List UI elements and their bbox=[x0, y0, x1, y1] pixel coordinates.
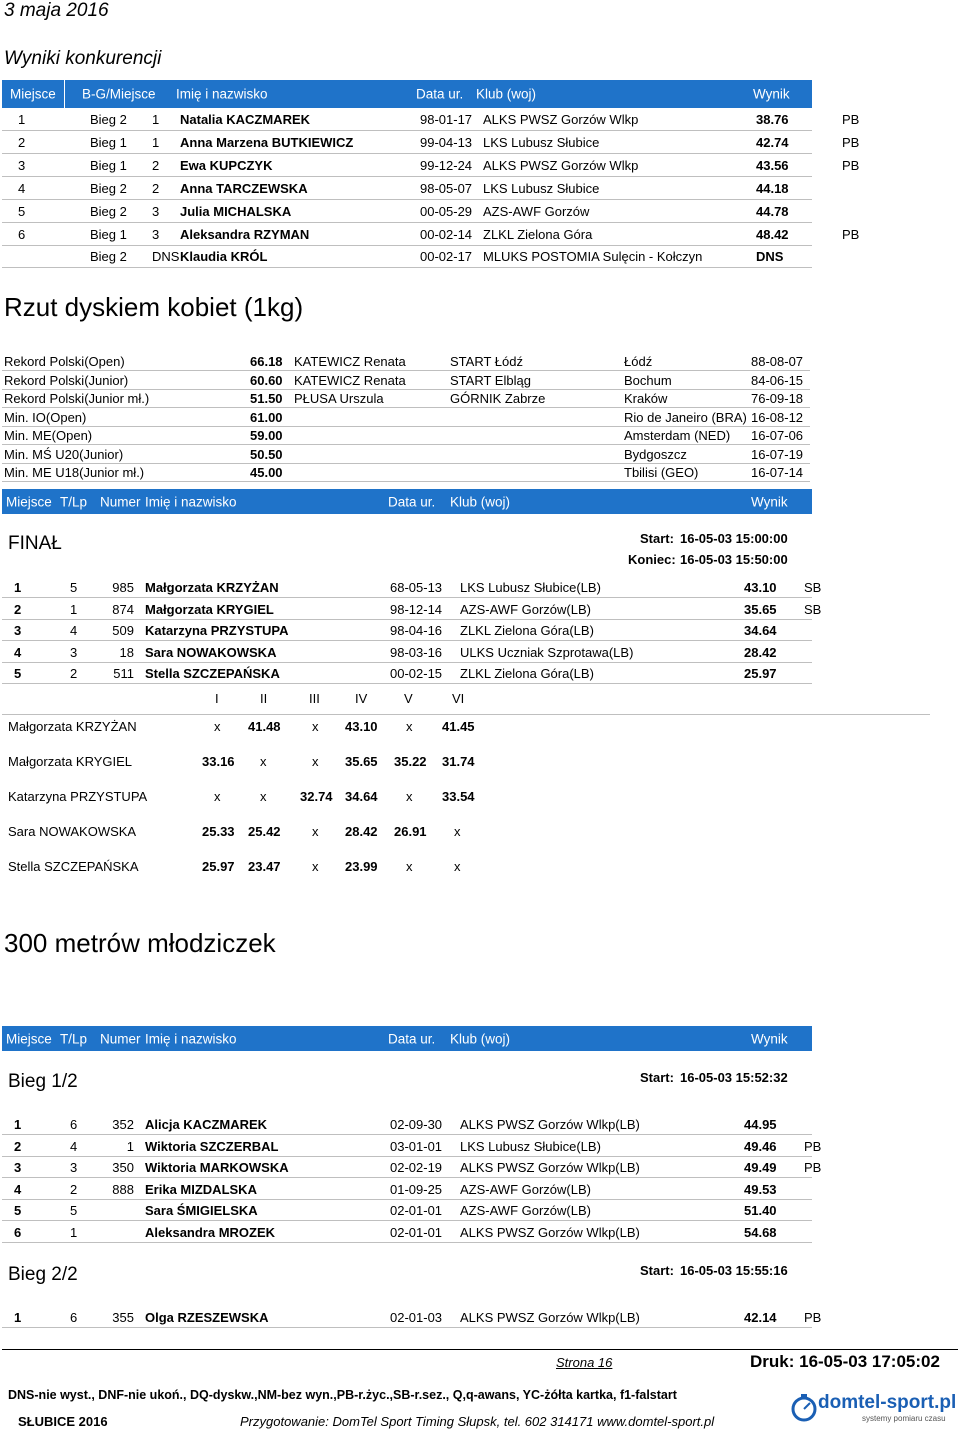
row-name: Aleksandra RZYMAN bbox=[180, 227, 310, 242]
row-club: AZS-AWF Gorzów(LB) bbox=[460, 1181, 591, 1197]
row-dob: 99-04-13 bbox=[420, 135, 473, 150]
heat2-label: Bieg 2/2 bbox=[8, 1264, 78, 1285]
row-club: ALKS PWSZ Gorzów Wlkp(LB) bbox=[460, 1310, 640, 1325]
record-row bbox=[2, 408, 810, 427]
print-timestamp: Druk: 16-05-03 17:05:02 bbox=[750, 1352, 940, 1371]
row-place: 4 bbox=[18, 181, 26, 196]
final-label: FINAŁ bbox=[8, 533, 62, 554]
table-row bbox=[2, 108, 812, 131]
attempt-value: 41.48 bbox=[248, 719, 281, 734]
row-name: Anna TARCZEWSKA bbox=[180, 181, 308, 196]
row-name: Anna Marzena BUTKIEWICZ bbox=[180, 135, 354, 150]
result-row bbox=[2, 1178, 812, 1200]
attempt-value: 41.45 bbox=[442, 719, 475, 734]
col-tlp-header: T/Lp bbox=[60, 494, 88, 509]
record-place: Rio de Janeiro (BRA) bbox=[624, 409, 747, 425]
footer-credit: Przygotowanie: DomTel Sport Timing Słupsk, tel. 602 314171 www.domtel-sport.pl bbox=[240, 1414, 715, 1429]
row-tlp: 2 bbox=[70, 666, 78, 681]
attempt-value: x bbox=[214, 719, 221, 734]
attempt-value: 23.99 bbox=[345, 859, 378, 874]
row-heat-place: DNS bbox=[152, 249, 180, 264]
result-row bbox=[2, 662, 812, 684]
record-label: Min. IO(Open) bbox=[4, 409, 87, 425]
row-name: Wiktoria MARKOWSKA bbox=[145, 1160, 289, 1176]
row-place: 2 bbox=[14, 1138, 22, 1154]
attempt-value: x bbox=[312, 719, 319, 734]
row-name: Natalia KACZMAREK bbox=[180, 112, 311, 127]
row-dob: 00-02-17 bbox=[420, 249, 473, 264]
page-date: 3 maja 2016 bbox=[4, 0, 109, 21]
row-club: ZLKL Zielona Góra(LB) bbox=[460, 623, 594, 638]
attempt-value: 25.42 bbox=[248, 824, 281, 839]
col-dob-header: Data ur. bbox=[416, 86, 464, 102]
record-club: START Łódź bbox=[450, 354, 523, 369]
run300-header-bar bbox=[2, 1026, 812, 1051]
attempt-value: 26.91 bbox=[394, 824, 427, 839]
row-result: 49.46 bbox=[744, 1138, 777, 1154]
record-value: 51.50 bbox=[250, 391, 283, 406]
row-place: 2 bbox=[18, 135, 26, 150]
row-number: 509 bbox=[112, 623, 134, 638]
row-dob: 02-02-19 bbox=[390, 1160, 443, 1176]
attempt-athlete: Katarzyna PRZYSTUPA bbox=[8, 789, 148, 804]
attempt-value: 31.74 bbox=[442, 754, 475, 769]
heat1-start-value: 16-05-03 15:52:32 bbox=[680, 1070, 788, 1085]
row-heat-place: 1 bbox=[152, 135, 160, 150]
row-dob: 00-02-14 bbox=[420, 227, 473, 242]
attempt-header: VI bbox=[452, 691, 465, 706]
heat2-start-value: 16-05-03 15:55:16 bbox=[680, 1263, 788, 1278]
row-number: 350 bbox=[112, 1160, 134, 1176]
attempt-header: I bbox=[215, 691, 219, 706]
row-dob: 68-05-13 bbox=[390, 580, 443, 595]
attempt-value: x bbox=[454, 859, 461, 874]
record-value: 60.60 bbox=[250, 372, 283, 388]
row-dob: 99-12-24 bbox=[420, 158, 473, 173]
col-club-header: Klub (woj) bbox=[450, 1031, 511, 1046]
record-label: Min. ME U18(Junior mł.) bbox=[4, 465, 145, 480]
row-dob: 02-01-01 bbox=[390, 1225, 443, 1240]
record-row bbox=[2, 371, 810, 390]
row-note: SB bbox=[804, 580, 822, 595]
attempt-value: x bbox=[260, 789, 267, 804]
attempt-value: x bbox=[260, 754, 267, 769]
record-place: Bochum bbox=[624, 372, 672, 388]
record-place: Tbilisi (GEO) bbox=[624, 465, 699, 480]
row-club: ALKS PWSZ Gorzów Wlkp(LB) bbox=[460, 1117, 640, 1132]
attempt-header: III bbox=[309, 691, 320, 706]
row-club: ALKS PWSZ Gorzów Wlkp bbox=[483, 112, 639, 127]
record-row bbox=[2, 426, 810, 445]
row-result: 28.42 bbox=[744, 644, 777, 660]
row-tlp: 5 bbox=[70, 580, 78, 595]
row-tlp: 1 bbox=[70, 1225, 78, 1240]
row-club: MLUKS POSTOMIA Sulęcin - Kołczyn bbox=[483, 249, 703, 264]
row-place: 3 bbox=[14, 1160, 22, 1176]
record-date: 84-06-15 bbox=[751, 372, 804, 388]
row-heat: Bieg 2 bbox=[90, 112, 127, 127]
col-place-header: Miejsce bbox=[6, 1031, 52, 1046]
logo-text: domtel-sport.pl bbox=[818, 1392, 957, 1413]
run300-title: 300 metrów młodziczek bbox=[4, 928, 276, 958]
attempt-value: 32.74 bbox=[300, 789, 333, 804]
record-place: Bydgoszcz bbox=[624, 446, 687, 462]
row-dob: 02-01-03 bbox=[390, 1310, 443, 1325]
row-tlp: 2 bbox=[70, 1181, 78, 1197]
row-result: 49.49 bbox=[744, 1160, 777, 1176]
result-row bbox=[2, 598, 812, 620]
row-note: PB bbox=[804, 1310, 822, 1325]
row-name: Sara NOWAKOWSKA bbox=[145, 644, 277, 660]
record-place: Amsterdam (NED) bbox=[624, 428, 731, 443]
row-result: 43.56 bbox=[756, 158, 789, 173]
row-club: AZS-AWF Gorzów(LB) bbox=[460, 601, 591, 617]
row-heat: Bieg 1 bbox=[90, 135, 127, 150]
row-name: Alicja KACZMAREK bbox=[145, 1117, 268, 1132]
record-label: Rekord Polski(Junior) bbox=[4, 372, 129, 388]
row-tlp: 1 bbox=[70, 601, 78, 617]
col-heat-header: B-G/Miejsce bbox=[82, 86, 156, 102]
row-tlp: 6 bbox=[70, 1310, 78, 1325]
col-number-header: Numer bbox=[100, 1031, 141, 1046]
row-club: LKS Lubusz Słubice(LB) bbox=[460, 1138, 601, 1154]
row-heat: Bieg 1 bbox=[90, 158, 127, 173]
row-result: 49.53 bbox=[744, 1181, 777, 1197]
row-club: ALKS PWSZ Gorzów Wlkp bbox=[483, 158, 639, 173]
row-note: PB bbox=[842, 158, 860, 173]
row-number: 511 bbox=[113, 666, 134, 681]
row-club: LKS Lubusz Słubice(LB) bbox=[460, 580, 601, 595]
table-row bbox=[2, 245, 812, 268]
row-result: 44.18 bbox=[756, 181, 789, 196]
row-note: PB bbox=[804, 1160, 822, 1176]
record-date: 16-07-14 bbox=[751, 465, 804, 480]
row-club: ZLKL Zielona Góra(LB) bbox=[460, 666, 594, 681]
row-note: PB bbox=[804, 1138, 822, 1154]
result-row bbox=[2, 576, 812, 598]
discus-header-bar bbox=[2, 489, 812, 514]
record-value: 66.18 bbox=[250, 354, 283, 369]
result-row bbox=[2, 1221, 812, 1243]
page-number: Strona 16 bbox=[556, 1355, 613, 1370]
row-result: 34.64 bbox=[744, 623, 777, 638]
record-row bbox=[2, 352, 810, 371]
result-row bbox=[2, 1113, 812, 1135]
row-dob: 98-04-16 bbox=[390, 623, 443, 638]
row-tlp: 4 bbox=[70, 1138, 78, 1154]
attempt-value: 33.54 bbox=[442, 789, 475, 804]
row-result: DNS bbox=[756, 249, 784, 264]
col-divider bbox=[64, 80, 65, 108]
row-club: AZS-AWF Gorzów bbox=[483, 204, 590, 219]
attempt-value: x bbox=[214, 789, 221, 804]
row-number: 888 bbox=[112, 1181, 134, 1197]
attempt-athlete: Małgorzata KRYGIEL bbox=[8, 754, 133, 769]
row-place: 3 bbox=[14, 623, 22, 638]
row-club: AZS-AWF Gorzów(LB) bbox=[460, 1203, 591, 1219]
row-heat-place: 2 bbox=[152, 181, 160, 196]
col-name-header: Imię i nazwisko bbox=[145, 1031, 237, 1046]
col-place-header: Miejsce bbox=[6, 494, 52, 509]
record-value: 61.00 bbox=[250, 409, 283, 425]
col-number-header: Numer bbox=[100, 494, 141, 509]
row-dob: 98-01-17 bbox=[420, 112, 473, 127]
row-place: 1 bbox=[14, 580, 22, 595]
row-name: Erika MIZDALSKA bbox=[145, 1181, 257, 1197]
row-note: SB bbox=[804, 601, 822, 617]
row-result: 54.68 bbox=[744, 1225, 777, 1240]
attempt-header: V bbox=[404, 691, 413, 706]
attempt-value: x bbox=[312, 859, 319, 874]
row-place: 1 bbox=[18, 112, 26, 127]
row-name: Sara ŚMIGIELSKA bbox=[145, 1203, 258, 1219]
footer-city: SŁUBICE 2016 bbox=[18, 1414, 108, 1429]
row-number: 874 bbox=[112, 601, 134, 617]
table-row bbox=[2, 154, 812, 177]
row-name: Olga RZESZEWSKA bbox=[145, 1310, 269, 1325]
row-heat: Bieg 2 bbox=[90, 204, 127, 219]
table-row bbox=[2, 223, 812, 246]
row-number: 355 bbox=[112, 1310, 134, 1325]
footer-divider bbox=[2, 1349, 958, 1350]
col-result-header: Wynik bbox=[753, 86, 790, 102]
col-dob-header: Data ur. bbox=[388, 494, 436, 509]
row-club: LKS Lubusz Słubice bbox=[483, 181, 600, 196]
start-label: Start: bbox=[640, 531, 674, 546]
attempt-header: II bbox=[260, 691, 268, 706]
record-label: Min. ME(Open) bbox=[4, 428, 93, 443]
attempt-value: x bbox=[312, 824, 319, 839]
row-place: 4 bbox=[14, 1181, 22, 1197]
record-place: Kraków bbox=[624, 391, 668, 406]
attempt-value: 35.65 bbox=[345, 754, 378, 769]
legend: DNS-nie wyst., DNF-nie ukoń., DQ-dyskw.,NM-bez wyn.,PB-r.życ.,SB-r.sez., Q,q-awans, YC-żółta kartka, f1-falstart bbox=[8, 1388, 677, 1402]
row-club: ZLKL Zielona Góra bbox=[483, 227, 593, 242]
attempt-value: 25.33 bbox=[202, 824, 235, 839]
record-value: 45.00 bbox=[250, 465, 283, 480]
row-dob: 00-02-15 bbox=[390, 666, 443, 681]
row-dob: 98-12-14 bbox=[390, 601, 443, 617]
row-place: 1 bbox=[14, 1310, 22, 1325]
heat2-start-label: Start: bbox=[640, 1263, 674, 1278]
result-row bbox=[2, 619, 812, 641]
heat1-start-label: Start: bbox=[640, 1070, 674, 1085]
attempt-athlete: Małgorzata KRZYŻAN bbox=[8, 719, 137, 734]
row-result: 43.10 bbox=[744, 580, 777, 595]
record-label: Rekord Polski(Junior mł.) bbox=[4, 391, 150, 406]
row-club: LKS Lubusz Słubice bbox=[483, 135, 600, 150]
end-value: 16-05-03 15:50:00 bbox=[680, 552, 788, 567]
row-name: Julia MICHALSKA bbox=[180, 204, 292, 219]
results-header-bar bbox=[2, 80, 812, 108]
record-date: 16-07-06 bbox=[751, 428, 804, 443]
col-club-header: Klub (woj) bbox=[476, 86, 537, 102]
row-heat: Bieg 2 bbox=[90, 249, 127, 264]
row-tlp: 5 bbox=[70, 1203, 78, 1219]
col-dob-header: Data ur. bbox=[388, 1031, 436, 1046]
attempt-value: 34.64 bbox=[345, 789, 378, 804]
row-place: 5 bbox=[14, 1203, 22, 1219]
end-label: Koniec: bbox=[628, 552, 676, 567]
row-place: 6 bbox=[18, 227, 26, 242]
row-tlp: 3 bbox=[70, 644, 78, 660]
row-place: 4 bbox=[14, 644, 22, 660]
row-name: Wiktoria SZCZERBAL bbox=[145, 1138, 279, 1154]
result-row bbox=[2, 641, 812, 663]
col-place-header: Miejsce bbox=[10, 86, 56, 102]
attempt-value: 43.10 bbox=[345, 719, 378, 734]
row-heat: Bieg 2 bbox=[90, 181, 127, 196]
row-place: 2 bbox=[14, 601, 22, 617]
domtel-logo bbox=[790, 1388, 958, 1428]
row-dob: 02-01-01 bbox=[390, 1203, 443, 1219]
attempt-value: 25.97 bbox=[202, 859, 235, 874]
row-dob: 98-05-07 bbox=[420, 181, 473, 196]
col-name-header: Imię i nazwisko bbox=[145, 494, 237, 509]
row-result: 48.42 bbox=[756, 227, 789, 242]
attempt-athlete: Sara NOWAKOWSKA bbox=[8, 824, 137, 839]
row-name: Klaudia KRÓL bbox=[180, 249, 268, 264]
row-result: 42.74 bbox=[756, 135, 789, 150]
record-date: 16-07-19 bbox=[751, 446, 804, 462]
row-place: 6 bbox=[14, 1225, 22, 1240]
row-heat-place: 1 bbox=[152, 112, 160, 127]
attempt-value: 23.47 bbox=[248, 859, 281, 874]
row-result: 42.14 bbox=[744, 1310, 777, 1325]
record-date: 76-09-18 bbox=[751, 391, 804, 406]
record-date: 88-08-07 bbox=[751, 354, 804, 369]
record-place: Łódź bbox=[624, 354, 653, 369]
row-tlp: 4 bbox=[70, 623, 78, 638]
row-name: Katarzyna PRZYSTUPA bbox=[145, 623, 289, 638]
result-row bbox=[2, 1135, 812, 1157]
record-club: START Elbląg bbox=[450, 372, 531, 388]
row-club: ULKS Uczniak Szprotawa(LB) bbox=[460, 644, 634, 660]
col-name-header: Imię i nazwisko bbox=[176, 86, 268, 102]
row-dob: 00-05-29 bbox=[420, 204, 473, 219]
row-place: 3 bbox=[18, 158, 26, 173]
record-label: Min. MŚ U20(Junior) bbox=[4, 446, 124, 462]
col-tlp-header: T/Lp bbox=[60, 1031, 88, 1046]
attempt-header: IV bbox=[355, 691, 368, 706]
record-row bbox=[2, 389, 810, 408]
row-dob: 01-09-25 bbox=[390, 1181, 443, 1197]
row-name: Ewa KUPCZYK bbox=[180, 158, 273, 173]
row-club: ALKS PWSZ Gorzów Wlkp(LB) bbox=[460, 1160, 640, 1176]
row-club: ALKS PWSZ Gorzów Wlkp(LB) bbox=[460, 1225, 640, 1240]
start-value: 16-05-03 15:00:00 bbox=[680, 531, 788, 546]
row-tlp: 6 bbox=[70, 1117, 78, 1132]
row-note: PB bbox=[842, 112, 860, 127]
row-name: Małgorzata KRZYŻAN bbox=[145, 580, 279, 595]
table-row bbox=[2, 177, 812, 200]
row-place: 5 bbox=[18, 204, 26, 219]
row-dob: 02-09-30 bbox=[390, 1117, 443, 1132]
discus-title: Rzut dyskiem kobiet (1kg) bbox=[4, 292, 304, 322]
attempt-value: x bbox=[406, 789, 413, 804]
row-result: 35.65 bbox=[744, 601, 777, 617]
row-number: 1 bbox=[126, 1138, 134, 1154]
record-label: Rekord Polski(Open) bbox=[4, 354, 125, 369]
attempt-value: 28.42 bbox=[345, 824, 378, 839]
row-heat-place: 3 bbox=[152, 204, 160, 219]
result-row bbox=[2, 1156, 812, 1178]
row-name: Aleksandra MROZEK bbox=[145, 1225, 276, 1240]
row-number: 352 bbox=[112, 1117, 134, 1132]
attempts-divider bbox=[2, 714, 930, 715]
row-result: 25.97 bbox=[744, 666, 777, 681]
table-row bbox=[2, 131, 812, 154]
section-title: Wyniki konkurencji bbox=[4, 48, 162, 69]
record-holder: KATEWICZ Renata bbox=[294, 372, 406, 388]
attempt-athlete: Stella SZCZEPAŃSKA bbox=[8, 859, 139, 874]
result-row bbox=[2, 1199, 812, 1221]
attempt-value: x bbox=[454, 824, 461, 839]
table-row bbox=[2, 200, 812, 223]
row-result: 44.95 bbox=[744, 1117, 777, 1132]
row-result: 38.76 bbox=[756, 112, 789, 127]
result-row bbox=[2, 1306, 812, 1328]
row-heat-place: 3 bbox=[152, 227, 160, 242]
row-result: 44.78 bbox=[756, 204, 789, 219]
row-heat: Bieg 1 bbox=[90, 227, 127, 242]
record-holder: KATEWICZ Renata bbox=[294, 354, 406, 369]
row-note: PB bbox=[842, 135, 860, 150]
row-result: 51.40 bbox=[744, 1203, 777, 1219]
attempt-value: 35.22 bbox=[394, 754, 427, 769]
attempt-value: x bbox=[312, 754, 319, 769]
row-name: Małgorzata KRYGIEL bbox=[145, 601, 274, 617]
row-name: Stella SZCZEPAŃSKA bbox=[145, 666, 280, 681]
heat1-label: Bieg 1/2 bbox=[8, 1071, 78, 1092]
logo-subtext: systemy pomiaru czasu bbox=[862, 1414, 946, 1423]
record-value: 59.00 bbox=[250, 428, 283, 443]
row-dob: 98-03-16 bbox=[390, 644, 443, 660]
attempt-value: x bbox=[406, 859, 413, 874]
row-place: 1 bbox=[14, 1117, 22, 1132]
row-tlp: 3 bbox=[70, 1160, 78, 1176]
record-value: 50.50 bbox=[250, 446, 283, 462]
col-club-header: Klub (woj) bbox=[450, 494, 511, 509]
record-row bbox=[2, 463, 810, 482]
row-heat-place: 2 bbox=[152, 158, 160, 173]
record-club: GÓRNIK Zabrze bbox=[450, 391, 546, 406]
row-number: 985 bbox=[112, 580, 134, 595]
row-place: 5 bbox=[14, 666, 22, 681]
record-row bbox=[2, 445, 810, 464]
row-note: PB bbox=[842, 227, 860, 242]
record-holder: PŁUSA Urszula bbox=[294, 391, 384, 406]
row-number: 18 bbox=[119, 644, 134, 660]
attempt-value: 33.16 bbox=[202, 754, 235, 769]
record-date: 16-08-12 bbox=[751, 409, 804, 425]
attempt-value: x bbox=[406, 719, 413, 734]
col-result-header: Wynik bbox=[751, 494, 788, 509]
col-result-header: Wynik bbox=[751, 1031, 788, 1046]
row-dob: 03-01-01 bbox=[390, 1138, 443, 1154]
